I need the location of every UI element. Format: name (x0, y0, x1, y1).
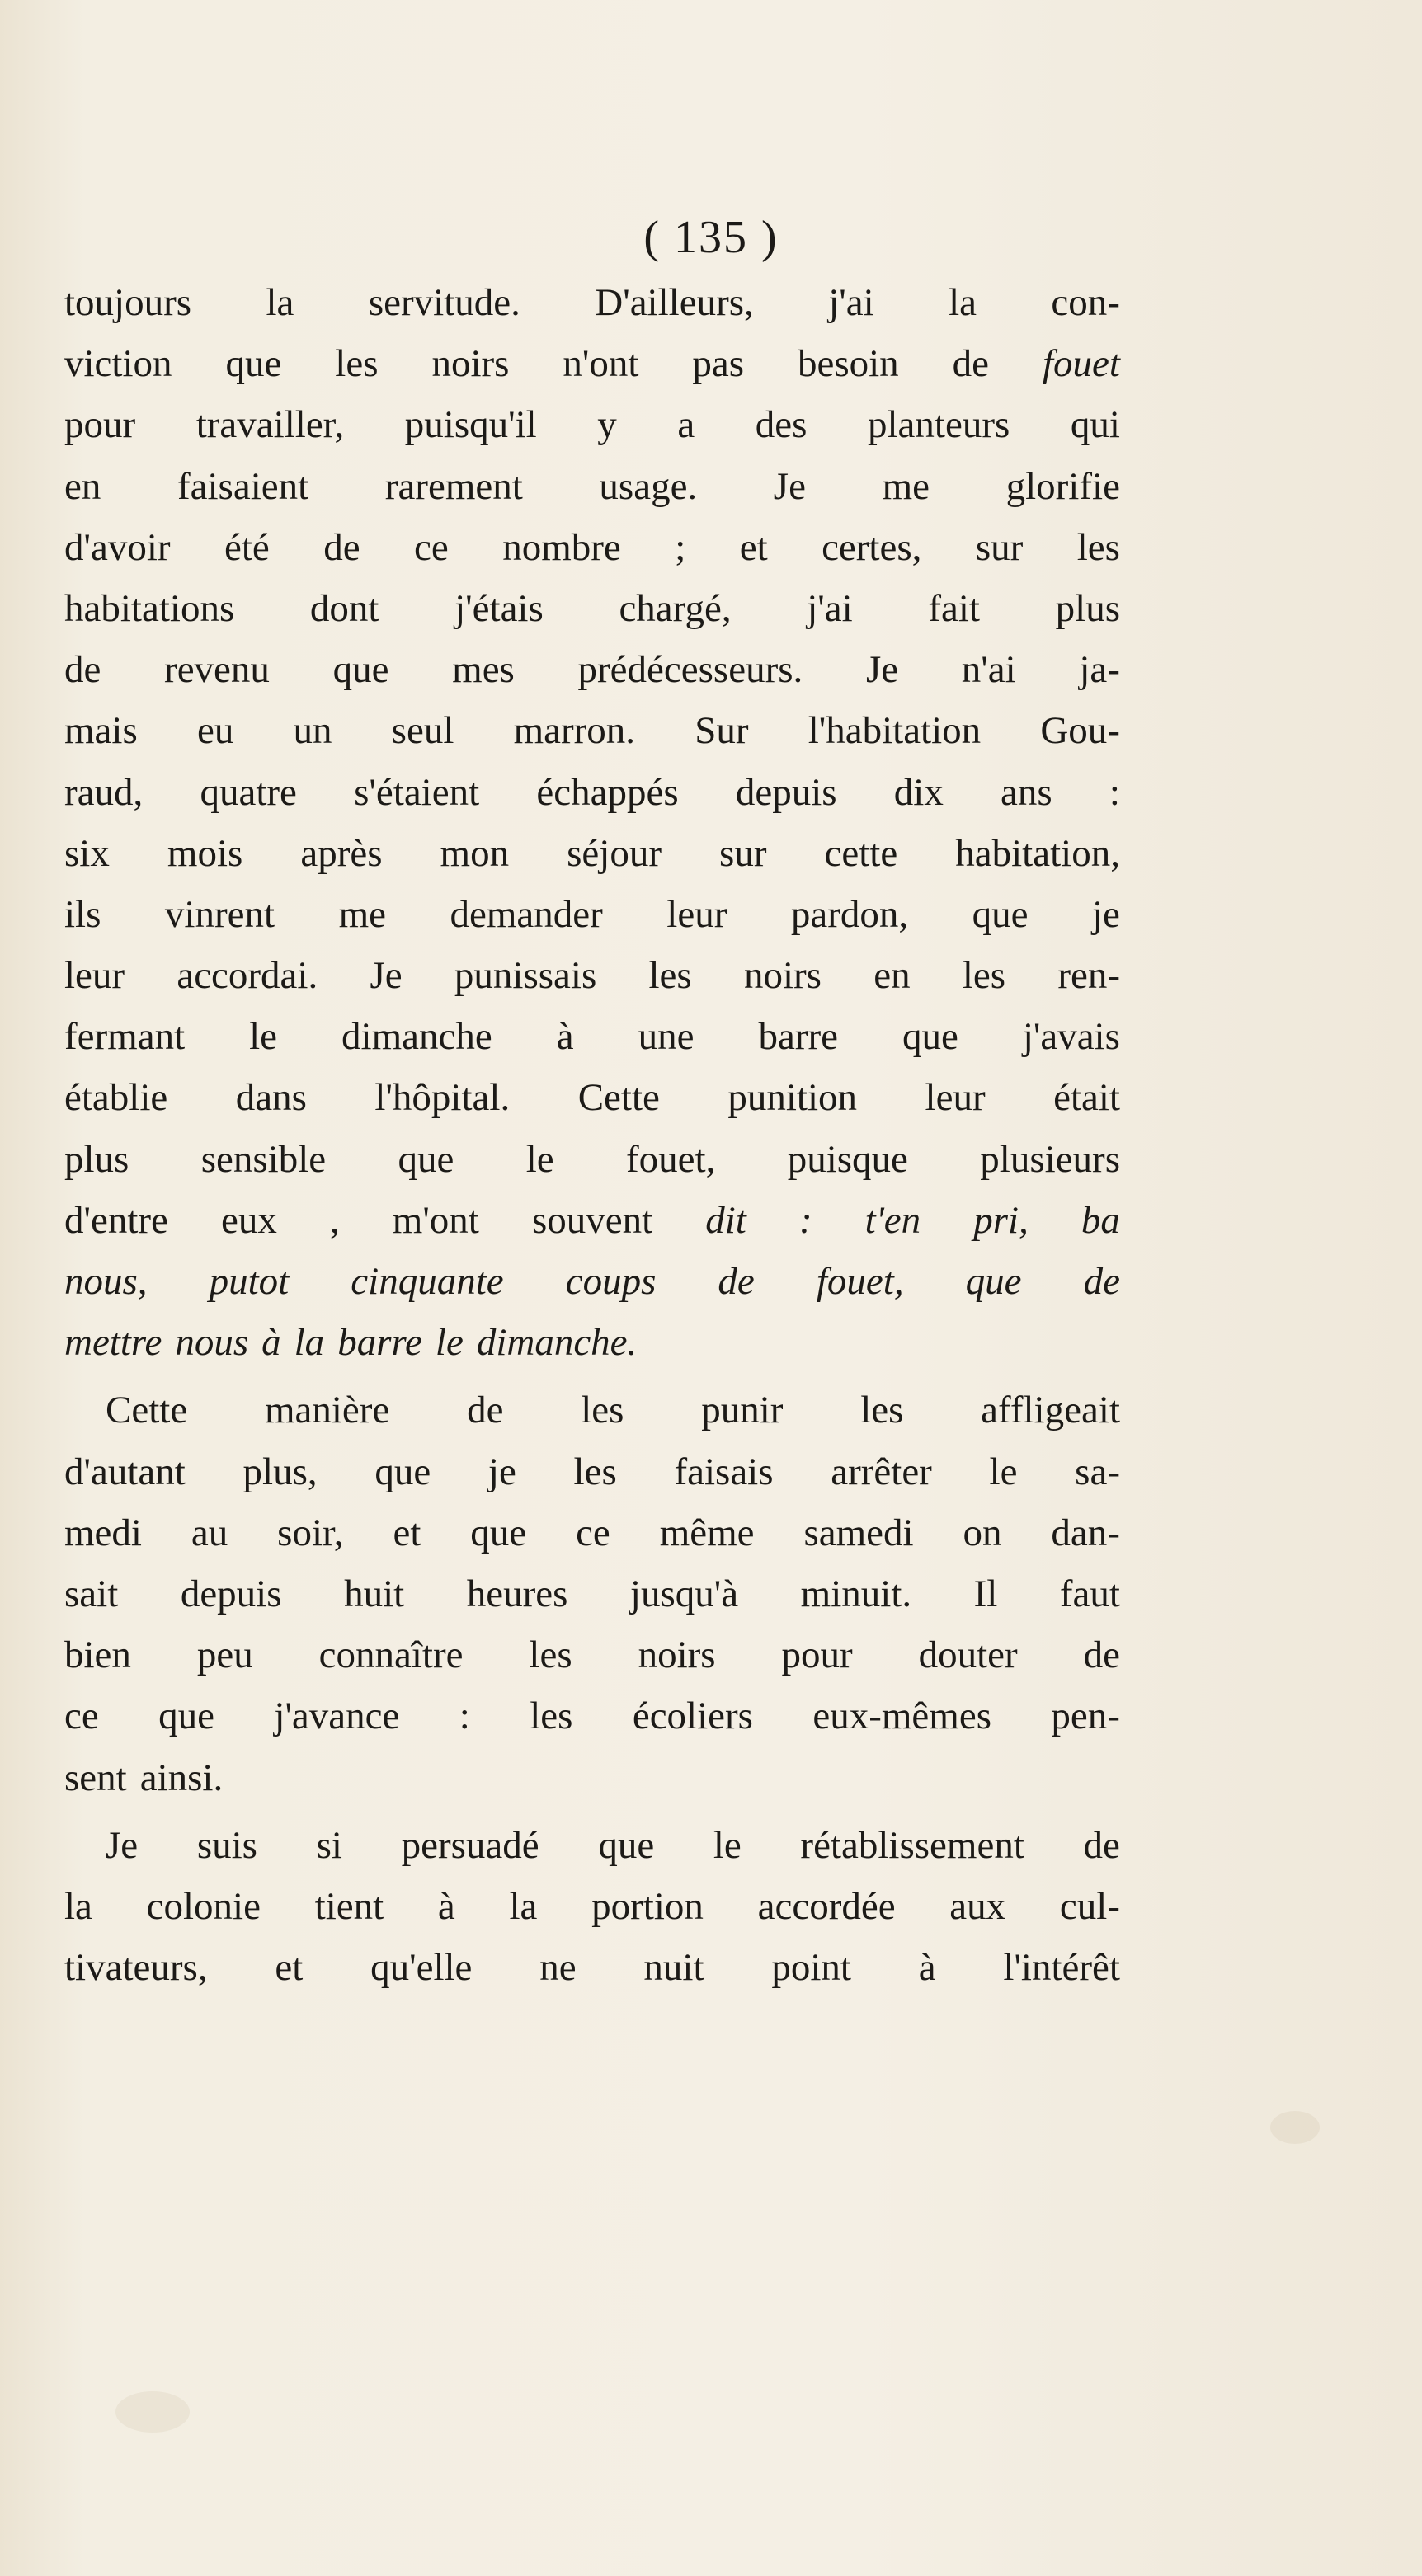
text-line: sent ainsi. (64, 1756, 224, 1799)
text-line: six mois après mon séjour sur cette habitation, (64, 831, 1120, 875)
text-line: d'autant plus, que je les faisais arrêter le sa- (64, 1450, 1120, 1493)
text-line: mettre nous à la barre le dimanche. (64, 1321, 638, 1365)
text-line: habitations dont j'étais chargé, j'ai fait plus (64, 586, 1120, 630)
body-text (64, 272, 1120, 1998)
text-line: établie dans l'hôpital. Cette punition leur était (64, 1076, 1120, 1120)
text-line: Je suis si persuadé que le rétablissement de (106, 1823, 1120, 1867)
text-line: sait depuis huit heures jusqu'à minuit. Il faut (64, 1572, 1120, 1615)
text-line: viction que les noirs n'ont pas besoin de fouet (64, 342, 1120, 386)
text-line: toujours la servitude. D'ailleurs, j'ai la con- (64, 281, 1120, 324)
text-line: en faisaient rarement usage. Je me glorifie (64, 464, 1120, 508)
text-line: Cette manière de les punir les affligeait (106, 1389, 1120, 1432)
text-line: de revenu que mes prédécesseurs. Je n'ai ja- (64, 648, 1120, 692)
page-number: ( 135 ) (643, 212, 779, 263)
text-line: la colonie tient à la portion accordée aux cul- (64, 1884, 1120, 1928)
paper-stain (115, 2391, 190, 2433)
text-line: medi au soir, et que ce même samedi on dan- (64, 1511, 1120, 1554)
text-line: d'entre eux , m'ont souvent dit : t'en pri, ba (64, 1198, 1120, 1242)
text-line: bien peu connaître les noirs pour douter de (64, 1634, 1120, 1677)
text-line: fermant le dimanche à une barre que j'avais (64, 1015, 1120, 1059)
text-line: mais eu un seul marron. Sur l'habitation Gou- (64, 709, 1120, 753)
text-line: tivateurs, et qu'elle ne nuit point à l'intérêt (64, 1946, 1120, 1990)
paper-stain (1270, 2111, 1320, 2144)
text-line: nous, putot cinquante coups de fouet, que de (64, 1260, 1120, 1303)
text-line: plus sensible que le fouet, puisque plusieurs (64, 1137, 1120, 1181)
text-line: ce que j'avance : les écoliers eux-mêmes pen- (64, 1695, 1120, 1738)
text-line: raud, quatre s'étaient échappés depuis dix ans : (64, 770, 1120, 814)
text-line: d'avoir été de ce nombre ; et certes, sur les (64, 525, 1120, 569)
text-line: leur accordai. Je punissais les noirs en les ren- (64, 954, 1120, 998)
text-line: ils vinrent me demander leur pardon, que je (64, 892, 1120, 936)
text-line: pour travailler, puisqu'il y a des planteurs qui (64, 403, 1120, 447)
